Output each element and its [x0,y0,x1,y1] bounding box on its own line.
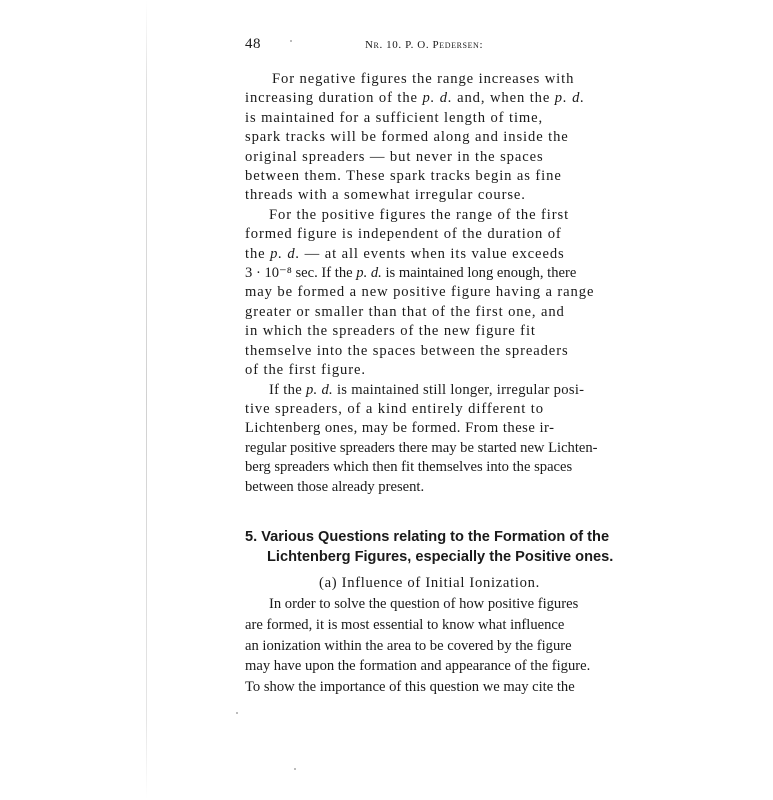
text-line: may have upon the formation and appearance of the figure. [245,658,591,675]
page-edge-shadow [146,0,147,800]
potential-difference-abbr: p. d. [422,90,453,107]
subsection-heading: (a) Influence of Initial Ionization. [319,575,540,591]
section-heading [245,527,614,567]
body-text [245,70,614,497]
text-line: is maintained for a sufficient length of time, [245,109,544,126]
text-line: For the positive figures the range of the first [269,206,570,223]
text-line: formed figure is independent of the duration of [245,226,562,243]
text-line: are formed, it is most essential to know what influence [245,617,565,633]
section-paragraph [245,594,614,697]
text-line: 3 · 10⁻⁸ sec. If the p. d. is maintained long enough, there [245,265,577,282]
paragraph-irregular-spreaders [245,381,614,497]
section-heading-line: 5. Various Questions relating to the Formation of the [245,529,610,545]
section-heading-line: Lichtenberg Figures, especially the Positive ones. [267,549,614,565]
text-line: In order to solve the question of how positive figures [269,596,579,613]
text-line: If the p. d. is maintained still longer, irregular posi- [269,381,585,398]
text-line: tive spreaders, of a kind entirely different to [245,400,544,417]
text-line: threads with a somewhat irregular course. [245,187,526,204]
text-line: To show the importance of this question we may cite the [245,678,575,695]
text-line: For negative figures the range increases with [272,71,575,87]
text-line: the p. d. — at all events when its value exceeds [245,245,565,262]
paragraph-negative-figures [245,70,614,206]
potential-difference-abbr: p. d. [270,245,301,262]
scan-speck [290,40,292,42]
scan-speck [236,712,238,714]
potential-difference-abbr: p. d. [305,381,333,398]
potential-difference-abbr: p. d. [554,90,585,107]
page-number: 48 [245,36,261,52]
running-head: Nr. 10. P. O. Pedersen: [365,39,484,51]
text-line: berg spreaders which then fit themselves into the spaces [245,459,573,476]
text-line: in which the spreaders of the new figure fit [245,323,536,340]
page-header [245,36,614,56]
scan-speck [294,768,296,770]
text-line: may be formed a new positive figure having a range [245,284,595,301]
text-line: original spreaders — but never in the spaces [245,148,544,165]
text-line: spark tracks will be formed along and inside the [245,129,569,146]
text-line: of the first figure. [245,362,366,379]
section-5 [245,527,614,697]
text-line: regular positive spreaders there may be started new Lichten- [245,439,598,456]
text-line: between those already present. [245,478,425,495]
text-line: greater or smaller than that of the first one, and [245,303,565,320]
potential-difference-abbr: p. d. [356,265,382,282]
paragraph-positive-figures [245,206,614,381]
text-line: increasing duration of the p. d. and, when the p. d. [245,90,585,107]
text-line: an ionization within the area to be covered by the figure [245,637,572,654]
text-line: Lichtenberg ones, may be formed. From these ir- [245,420,555,437]
text-line: between them. These spark tracks begin as fine [245,168,562,185]
text-line: themselve into the spaces between the spreaders [245,342,569,359]
